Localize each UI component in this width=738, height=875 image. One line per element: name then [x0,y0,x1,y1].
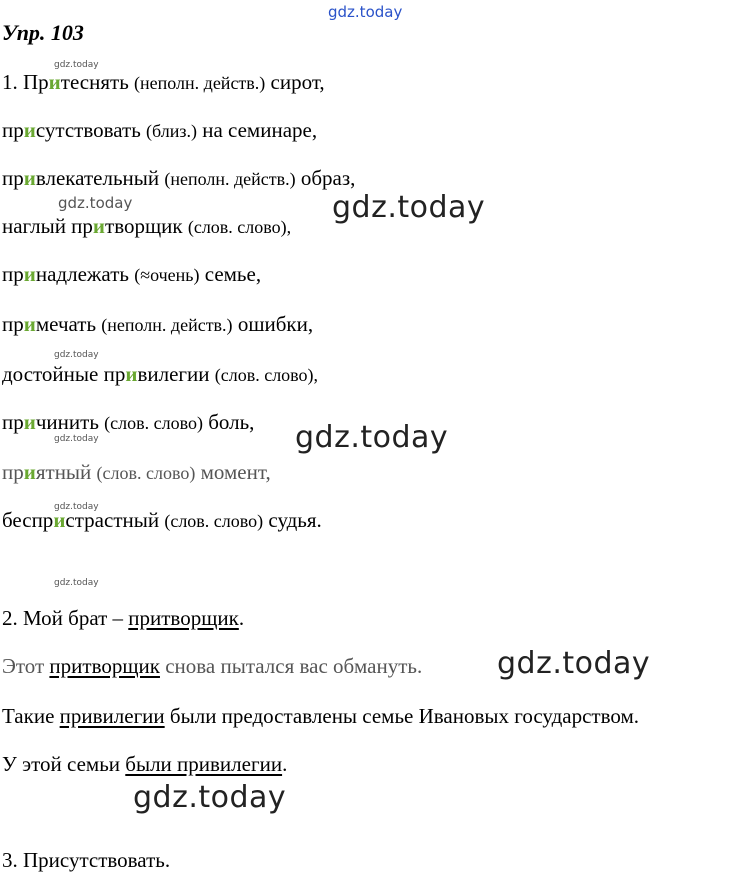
word-line: 1. Притеснять (неполн. действ.) сирот, [2,70,325,94]
sentence: 2. Мой брат – притворщик. [2,606,245,630]
word-line: присутствовать (близ.) на семинаре, [2,118,318,142]
watermark-small: gdz.today [54,502,99,512]
word-line: принадлежать (≈очень) семье, [2,262,262,286]
watermark-small: gdz.today [54,578,99,588]
exercise-title: Упр. 103 [2,20,84,45]
sentence: У этой семьи были привилегии. [2,752,288,776]
watermark-small: gdz.today [58,194,133,212]
watermark-small: gdz.today [54,434,99,444]
watermark-small: gdz.today [54,60,99,70]
word-line: примечать (неполн. действ.) ошибки, [2,312,314,336]
word-line: достойные привилегии (слов. слово), [2,362,319,386]
watermark-large: gdz.today [295,420,449,455]
word-line: причинить (слов. слово) боль, [2,410,255,434]
watermark-small: gdz.today [54,350,99,360]
watermark-large: gdz.today [497,646,651,681]
word-line: беспристрастный (слов. слово) судья. [2,508,322,532]
watermark-large: gdz.today [133,780,287,815]
sentence: Такие привилегии были предоставлены семье Ивановых государством. [2,704,640,728]
sentence: Этот притворщик снова пытался вас обмануть. [2,654,423,678]
word-line: приятный (слов. слово) момент, [2,460,271,484]
section-3: 3. Присутствовать. [2,848,171,872]
watermark-top: gdz.today [328,3,403,21]
word-line: наглый притворщик (слов. слово), [2,214,292,238]
word-line: привлекательный (неполн. действ.) образ, [2,166,356,190]
watermark-large: gdz.today [332,190,486,225]
